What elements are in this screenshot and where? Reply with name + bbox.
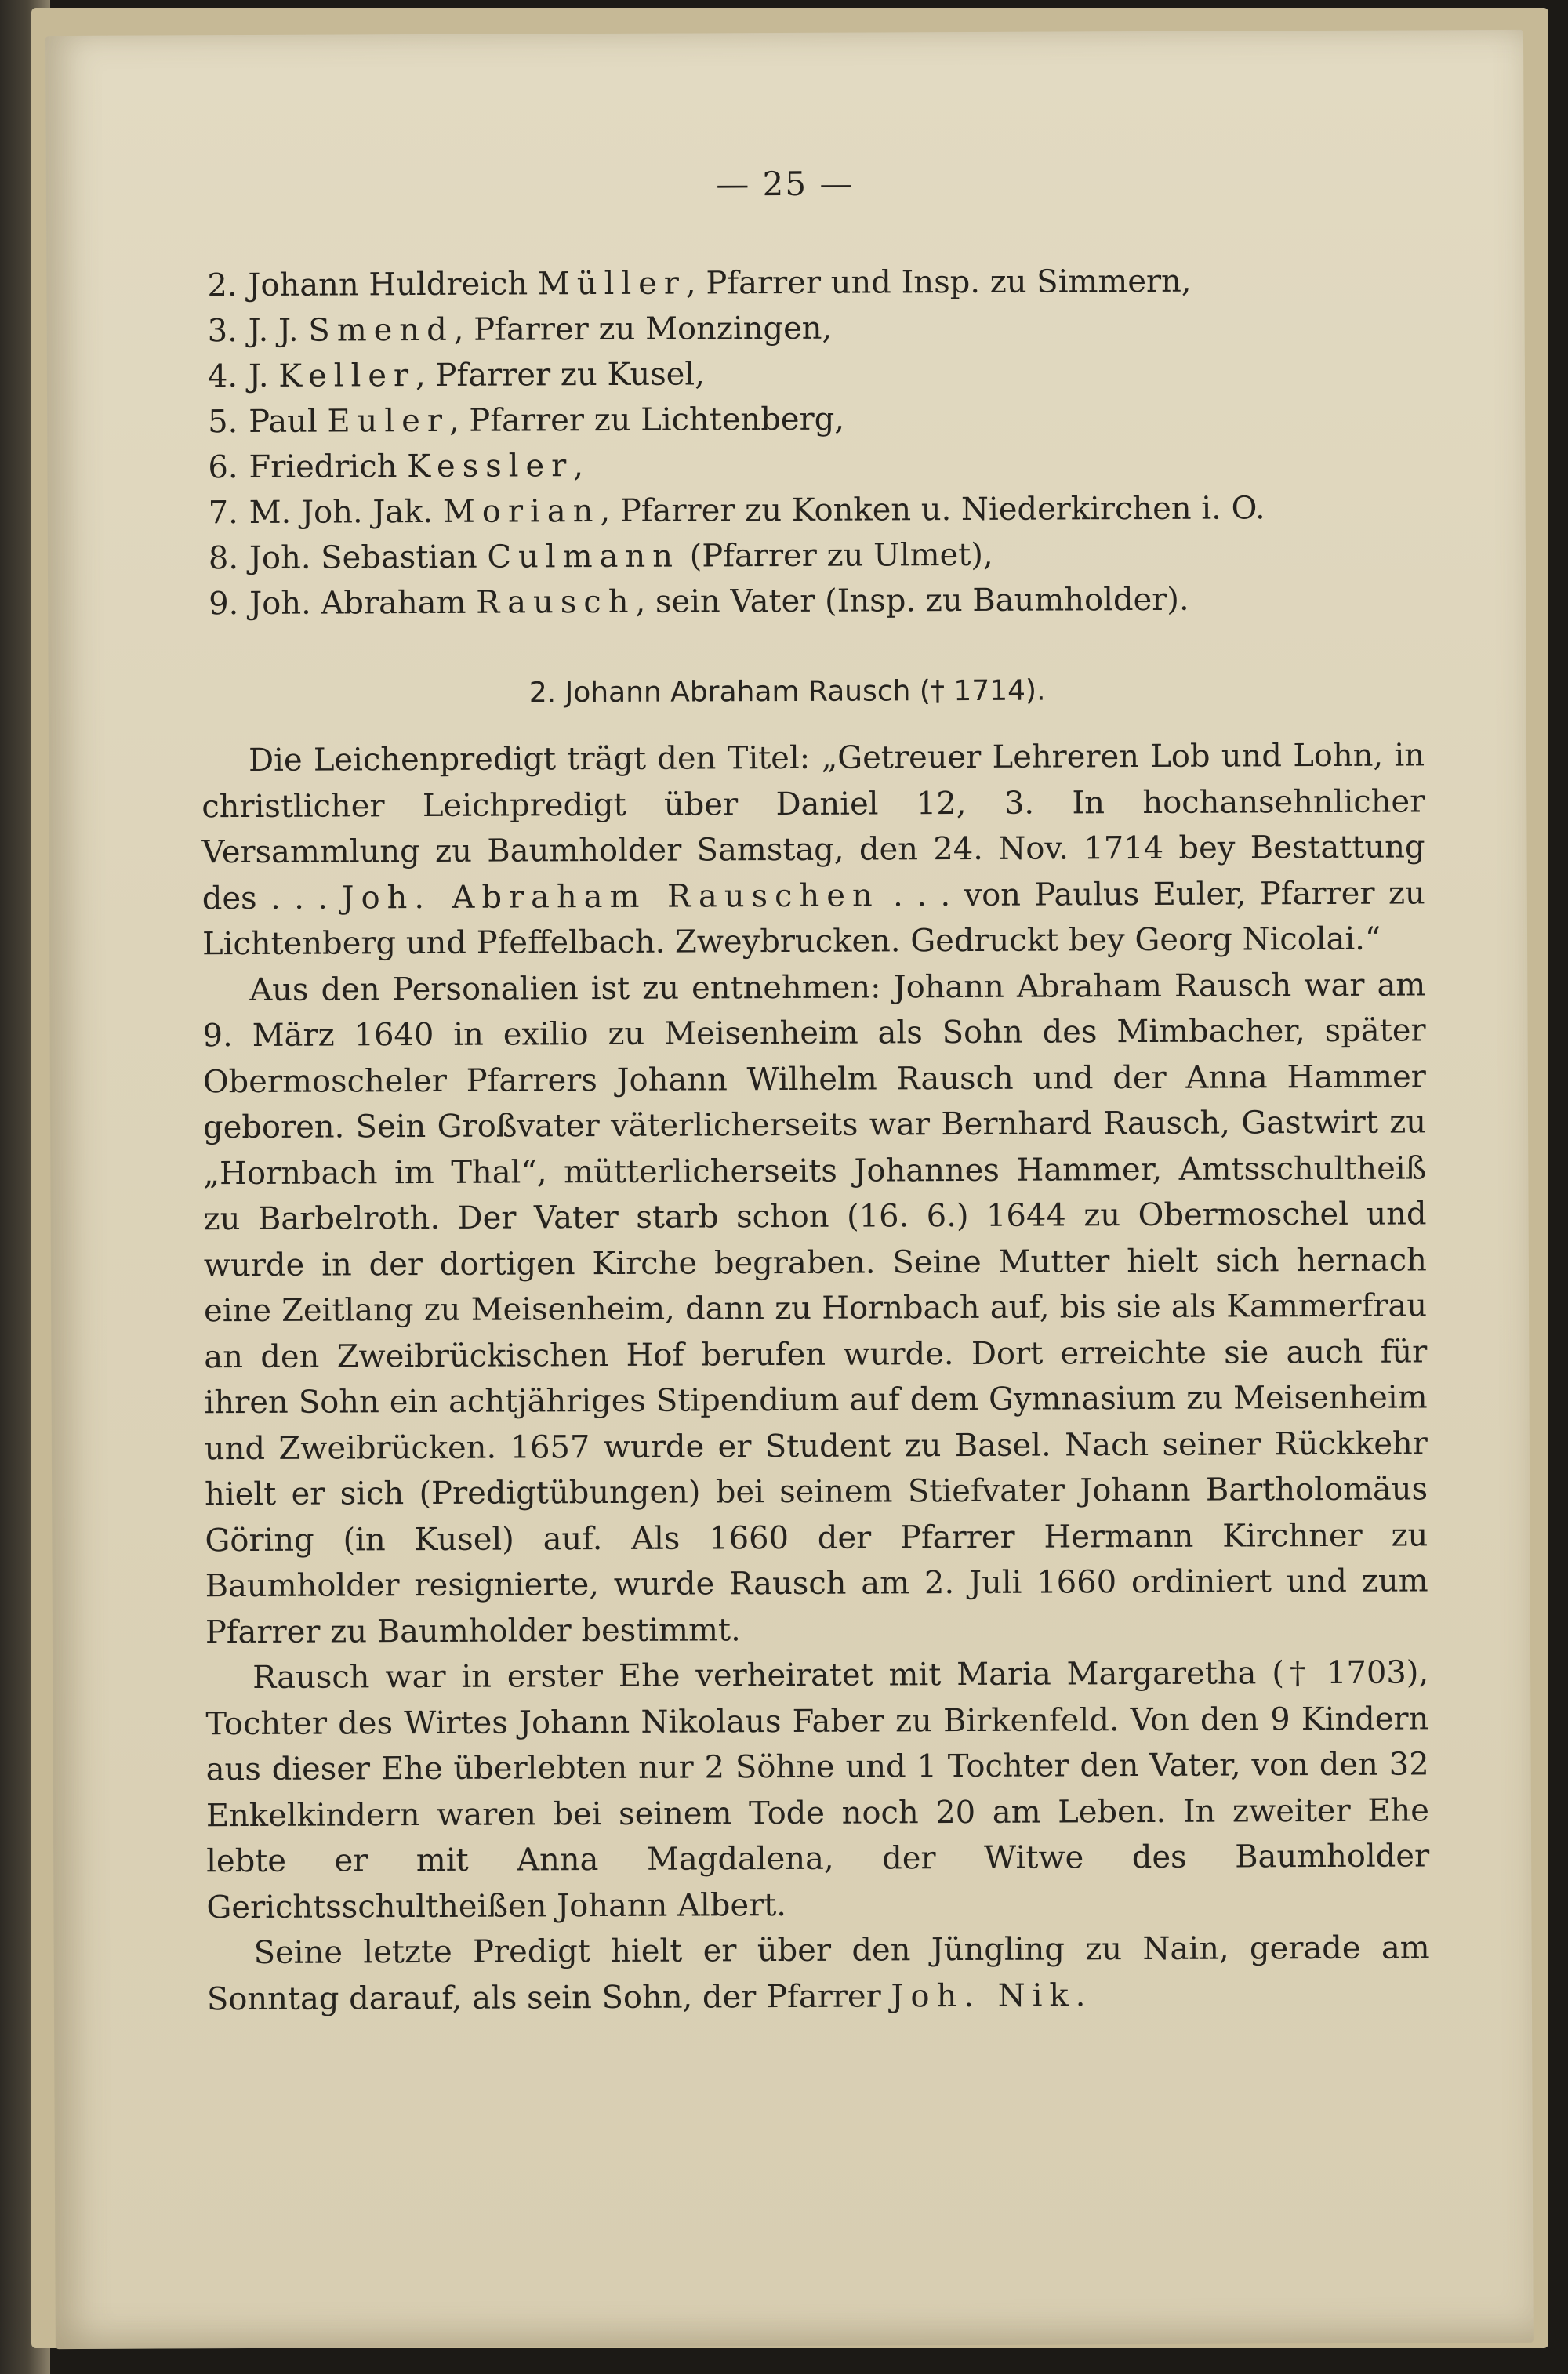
page-number: — 25 — [716,164,855,204]
list-item-number: 9. [209,586,239,623]
list-item [208,394,1431,445]
list-item-text: Paul [249,403,328,440]
list-item [209,530,1432,581]
list-item-number: 3. [207,313,238,350]
list-item-surname: Rausch [476,583,636,621]
list-item-number: 2. [207,267,238,304]
list-item [208,439,1431,490]
list-item-number: 8. [208,540,239,577]
list-item-number: 6. [208,449,238,486]
list-item-surname: Culmann [487,538,681,575]
list-item-text: J. [248,358,279,394]
list-item-text: Johann Huldreich [248,266,538,303]
list-item-text: Joh. Sebastian [249,539,488,576]
pastor-list [207,257,1432,626]
list-item-surname: Euler [327,402,450,440]
list-item-text: , Pfarrer und Insp. zu Simmern, [685,263,1192,302]
list-item-text: Joh. Abraham [249,584,477,622]
paragraph-personalia: Aus den Personalien ist zu entnehmen: Johann Abraham Rausch war am 9. März 1640 in exilio zu Meisenheim als Sohn des Mimbacher, später Obermoscheler Pfarrers Johann Wilhelm Rausch und der Anna Hammer geboren. Sein Großvater väterlicherseits war Bernhard Rausch, Gastwirt zu „Hornbach im Thal“, mütterlicherseits Johannes Hammer, Amtsschultheiß zu Barbelroth. Der Vater starb schon (16. 6.) 1644 zu Obermoschel und wurde in der dortigen Kirche begraben. Seine Mutter hielt sich hernach eine Zeitlang zu Meisenheim, dann zu Hornbach auf, bis sie als Kammerfrau an den Zweibrückischen Hof berufen wurde. Dort erreichte sie auch für ihren Sohn ein achtjähriges Stipendium auf dem Gymnasium zu Meisenheim und Zweibrücken. 1657 wurde er Student zu Basel. Nach seiner Rückkehr hielt er sich (Predigtübungen) bei seinem Stiefvater Johann Bartholomäus Göring (in Kusel) auf. Als 1660 der Pfarrer Hermann Kirchner zu Baumholder resignierte, wurde Rausch am 2. Juli 1660 ordiniert und zum Pfarrer zu Baumholder bestimmt. [202,966,1428,1650]
spaced-name: Joh. Abraham Rauschen [341,877,880,916]
list-item-number: 7. [208,495,238,532]
list-item-text: , Pfarrer zu Monzingen, [453,310,833,348]
list-item-surname: Müller [537,265,687,303]
list-item [208,348,1431,399]
list-item-text: J. J. [248,312,309,349]
paragraph-funeral-sermon: Die Leichenpredigt trägt den Titel: „Getreuer Lehreren Lob und Lohn, in christlicher Leichpredigt über Daniel 12, 3. In hochansehnlicher Versammlung zu Baumholder Samstag, den 24. Nov. 1714 bey Bestattung des . . . Joh. Abraham Rauschen . . . von Paulus Euler, Pfarrer zu Lichtenberg und Pfeffelbach. Zweybrucken. Gedruckt bey Georg Nicolai.“ [201,737,1425,963]
list-item-text: (Pfarrer zu Ulmet), [679,536,993,575]
paragraph-marriage: Rausch war in erster Ehe verheiratet mit Maria Margaretha († 1703), Tochter des Wirtes Johann Nikolaus Faber zu Birkenfeld. Von den 9 Kindern aus dieser Ehe überlebten nur 2 Söhne und 1 Tochter den Vater, von den 32 Enkelkindern waren bei seinem Tode noch 20 am Leben. In zweiter Ehe lebte er mit Anna Magdalena, der Witwe des Baumholder Gerichtsschultheißen Johann Albert. [205,1654,1430,1926]
list-item-number: 4. [207,358,238,395]
list-item-text: , Pfarrer zu Kusel, [416,356,705,394]
list-item-text: , sein Vater (Insp. zu Baumholder). [635,581,1189,620]
list-item-surname: Smend [308,311,454,349]
paragraph-last-sermon: Seine letzte Predigt hielt er über den Jüngling zu Nain, gerade am Sonntag darauf, als sein Sohn, der Pfarrer Joh. Nik. [206,1929,1430,2017]
list-item-text: , Pfarrer zu Lichtenberg, [448,401,845,439]
list-item [207,257,1430,308]
list-item [209,575,1432,626]
section-heading: 2. Johann Abraham Rausch († 1714). [528,674,1046,710]
list-item-surname: Kessler [407,448,574,485]
list-item-text: M. Joh. Jak. [249,493,444,531]
book-page [45,30,1534,2349]
spaced-name: Joh. Nik. [891,1977,1093,2014]
list-item [208,303,1431,354]
list-item-text: , Pfarrer zu Konken u. Niederkirchen i. O. [600,490,1265,530]
body-text [201,732,1430,2022]
list-item-text: Friedrich [249,448,408,485]
list-item-surname: Keller [278,358,416,394]
list-item-text: , [573,448,584,485]
list-item-number: 5. [208,404,238,441]
list-item-surname: Morian [442,493,601,530]
list-item [209,485,1432,535]
